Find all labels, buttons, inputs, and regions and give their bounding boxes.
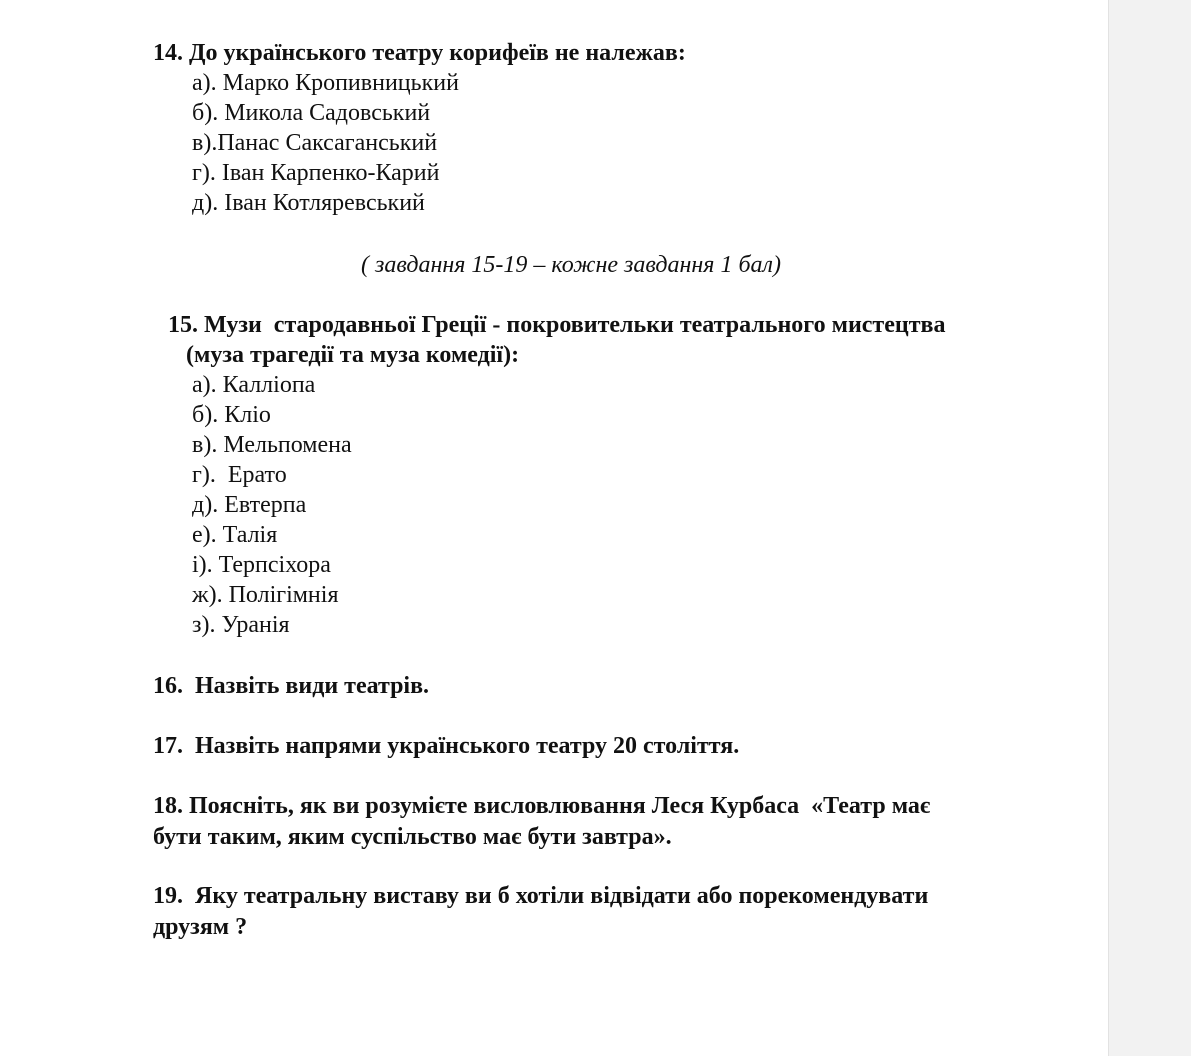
- question-17-title: 17. Назвіть напрями українського театру 20 століття.: [153, 733, 740, 759]
- question-15-title-line2: (муза трагедії та муза комедії):: [186, 342, 520, 368]
- question-14-option-v: в).Панас Саксаганський: [192, 130, 438, 156]
- question-14-option-g: г). Іван Карпенко-Карий: [192, 160, 440, 186]
- question-15-option-v: в). Мельпомена: [192, 432, 352, 458]
- question-18-line1: 18. Поясніть, як ви розумієте висловлювання Леся Курбаса «Театр має: [153, 793, 931, 819]
- question-14-option-d: д). Іван Котляревський: [192, 190, 425, 216]
- question-19-line1: 19. Яку театральну виставу ви б хотіли відвідати або порекомендувати: [153, 883, 929, 909]
- scoring-note: ( завдання 15-19 – кожне завдання 1 бал): [361, 252, 781, 278]
- question-18-line2: бути таким, яким суспільство має бути завтра».: [153, 824, 672, 850]
- question-14-title: 14. До українського театру корифеїв не належав:: [153, 40, 686, 66]
- question-19-line2: друзям ?: [153, 914, 248, 940]
- question-15-option-a: а). Каллiопа: [192, 372, 316, 398]
- question-15-option-zh: ж). Полігімнія: [192, 582, 339, 608]
- question-15-title-line1: 15. Музи стародавньої Греції - покровительки театрального мистецтва: [168, 312, 946, 338]
- question-15-option-i: і). Терпсіхора: [192, 552, 331, 578]
- question-15-option-g: г). Ерато: [192, 462, 287, 488]
- question-15-option-z: з). Уранія: [192, 612, 290, 638]
- page-side-margin: [1108, 0, 1191, 1056]
- question-15-option-b: б). Кліо: [192, 402, 271, 428]
- question-14-option-b: б). Микола Садовський: [192, 100, 431, 126]
- question-15-option-d: д). Евтерпа: [192, 492, 307, 518]
- question-14-option-a: а). Марко Кропивницький: [192, 70, 459, 96]
- question-16-title: 16. Назвіть види театрів.: [153, 673, 430, 699]
- question-15-option-e: е). Талія: [192, 522, 278, 548]
